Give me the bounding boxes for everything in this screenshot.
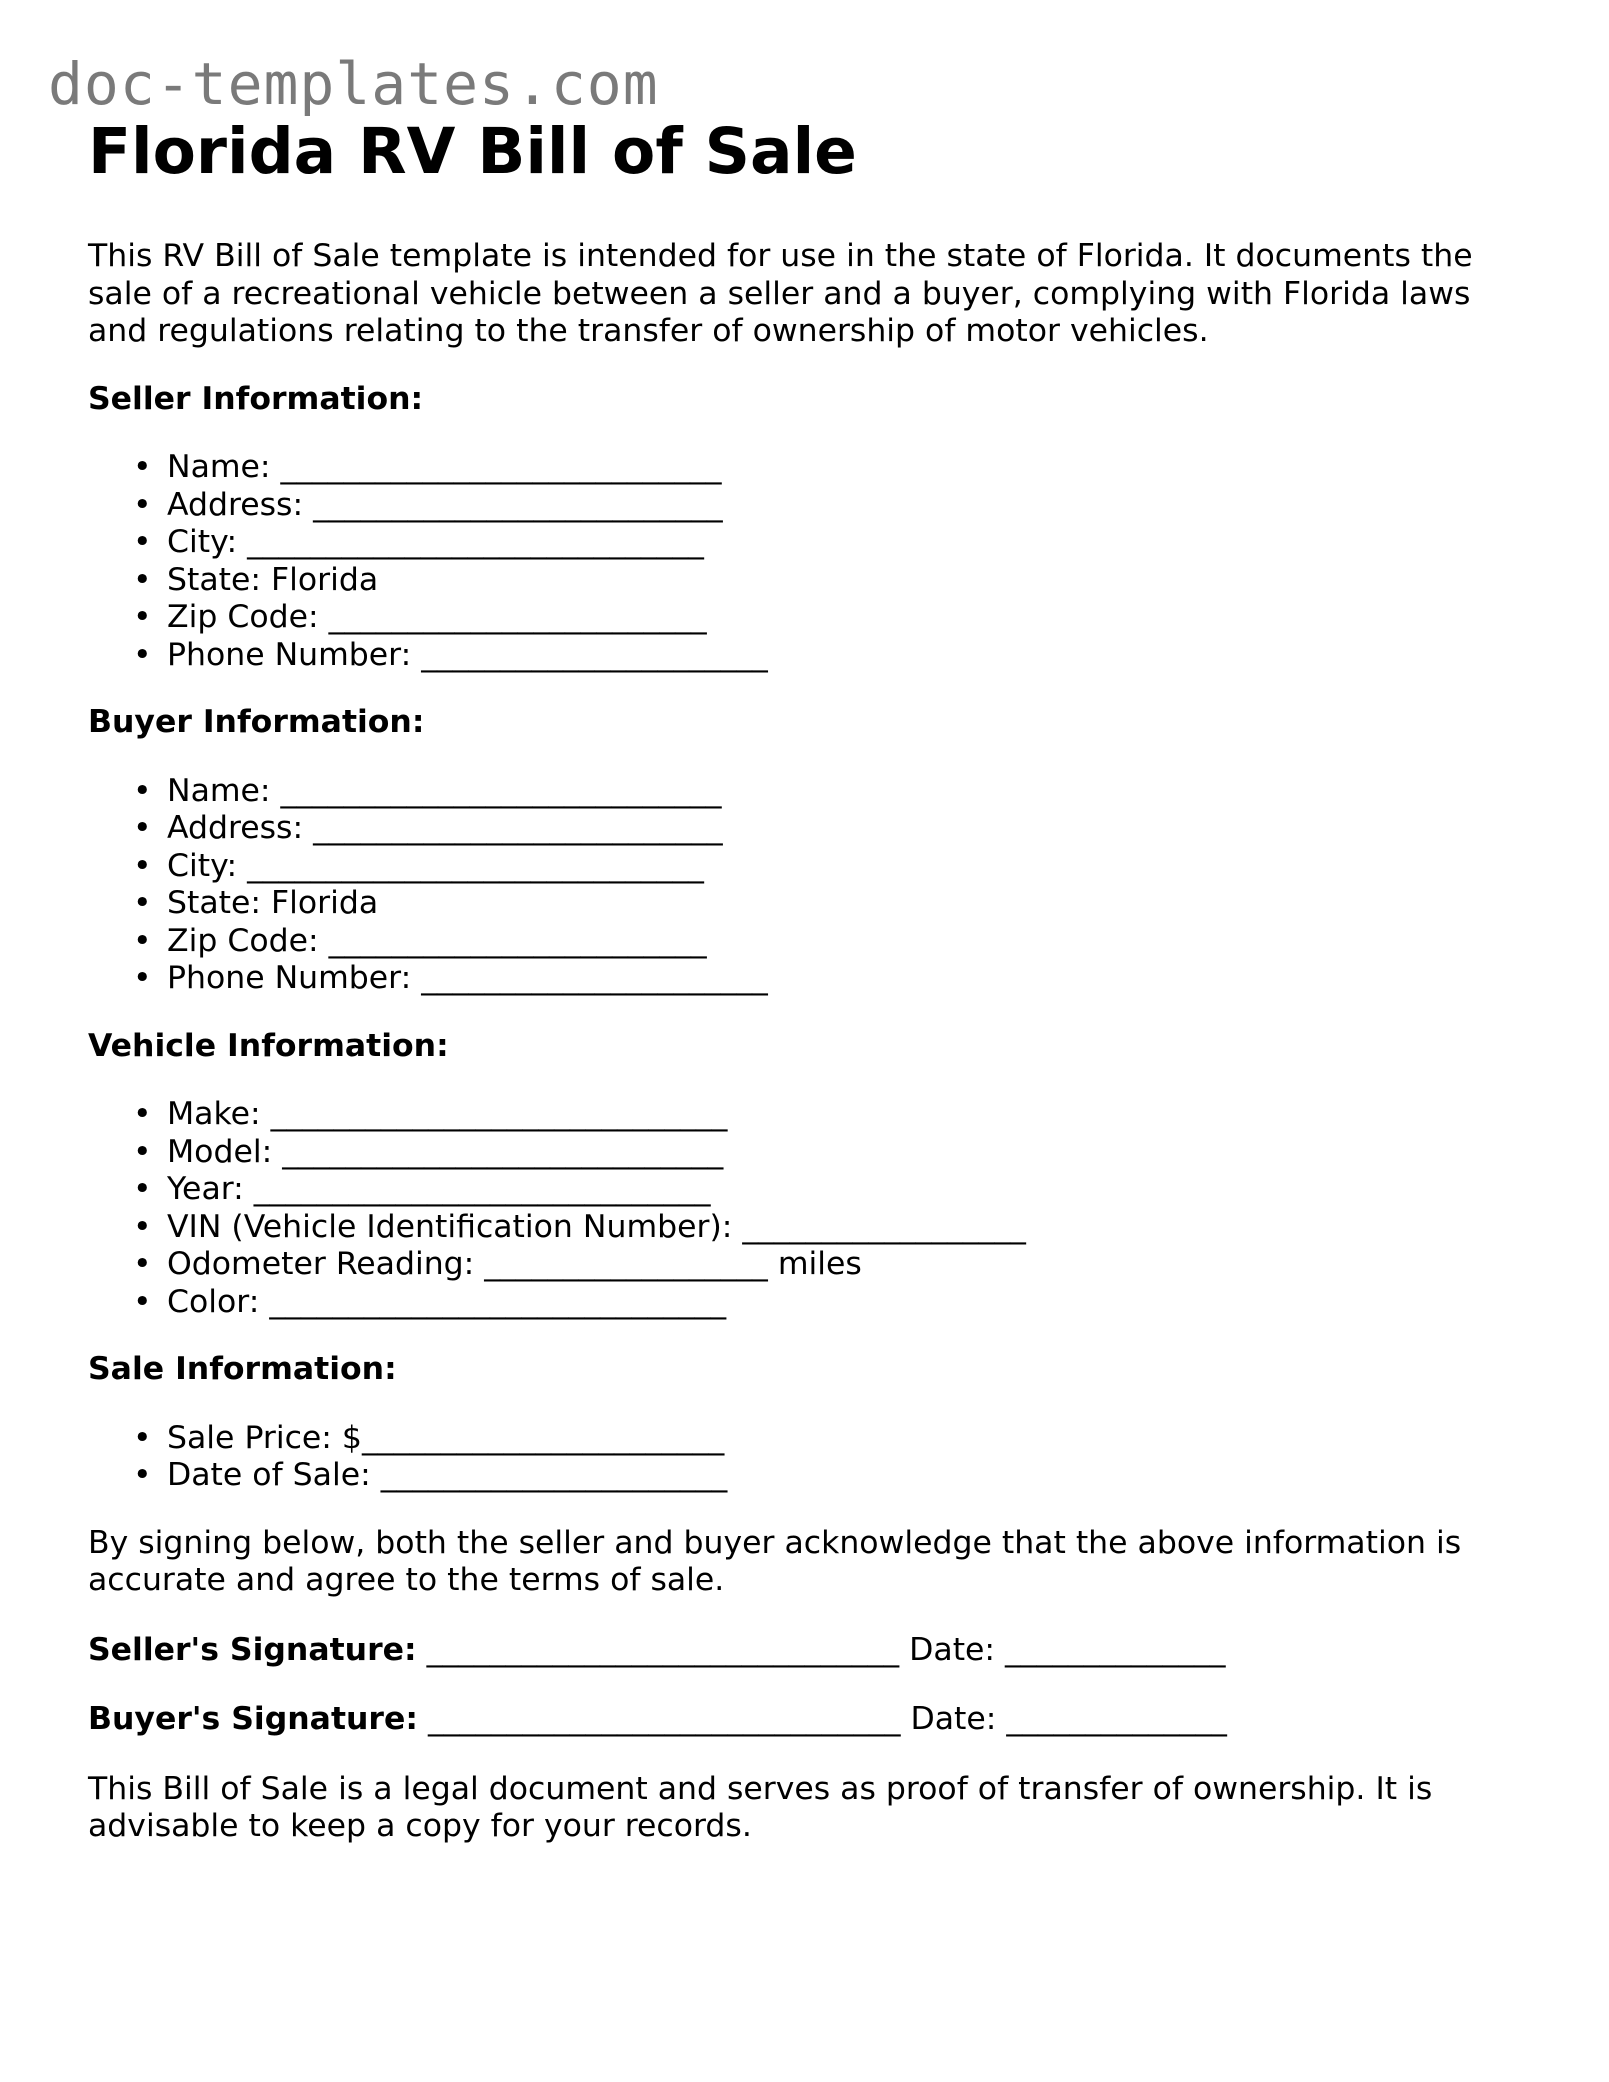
list-item <box>88 1246 1488 1284</box>
buyer-section-heading: Buyer Information: <box>88 704 425 740</box>
acknowledgement-paragraph: By signing below, both the seller and buyer acknowledge that the above information is accurate and agree to the terms of sale. <box>88 1524 1462 1598</box>
bullet-icon: • <box>133 636 152 673</box>
seller-state-field: State: Florida <box>167 561 379 598</box>
sale-date-field: Date of Sale: ______________________ <box>167 1457 728 1493</box>
seller-name-field: Name: ____________________________ <box>167 449 722 485</box>
list-item <box>88 1284 1488 1322</box>
buyer-zip-field: Zip Code: ________________________ <box>167 922 707 959</box>
buyer-signature-label: Buyer's Signature: <box>88 1701 418 1737</box>
watermark: doc-templates.com <box>48 50 659 118</box>
list-item <box>88 960 1488 998</box>
buyer-state-field: State: Florida <box>167 885 379 921</box>
vehicle-color-field: Color: _____________________________ <box>167 1283 727 1320</box>
seller-phone-field: Phone Number: ______________________ <box>167 636 768 673</box>
document-title: Florida RV Bill of Sale <box>88 115 857 188</box>
bullet-icon: • <box>133 1246 152 1282</box>
bullet-icon: • <box>133 524 152 560</box>
document-page <box>88 108 1488 1846</box>
bullet-icon: • <box>133 810 152 846</box>
bullet-icon: • <box>133 1457 152 1493</box>
seller-signature-label: Seller's Signature: <box>88 1631 417 1668</box>
bullet-icon: • <box>133 599 152 635</box>
buyer-city-field: City: _____________________________ <box>167 847 704 884</box>
bullet-icon: • <box>133 885 152 921</box>
list-item <box>88 1209 1488 1247</box>
sale-fields-list <box>88 1420 1488 1495</box>
bullet-icon: • <box>133 561 152 598</box>
bullet-icon: • <box>133 960 152 996</box>
list-item <box>88 524 1488 562</box>
vehicle-vin-field: VIN (Vehicle Identification Number): __________________ <box>167 1208 1026 1245</box>
list-item <box>88 1457 1488 1495</box>
buyer-name-field: Name: ____________________________ <box>167 772 722 809</box>
seller-signature-line: ______________________________ Date: ______________ <box>426 1631 1226 1668</box>
list-item <box>88 1420 1488 1458</box>
list-item <box>88 773 1488 811</box>
seller-city-field: City: _____________________________ <box>167 524 704 560</box>
buyer-fields-list <box>88 773 1488 998</box>
list-item <box>88 562 1488 600</box>
bullet-icon: • <box>133 486 152 523</box>
bullet-icon: • <box>133 1283 152 1320</box>
list-item <box>88 1096 1488 1134</box>
vehicle-year-field: Year: _____________________________ <box>167 1171 711 1207</box>
list-item <box>88 810 1488 848</box>
list-item <box>88 449 1488 487</box>
buyer-signature-row <box>88 1701 1488 1739</box>
vehicle-make-field: Make: _____________________________ <box>167 1096 728 1132</box>
list-item <box>88 599 1488 637</box>
list-item <box>88 1134 1488 1172</box>
sale-section-heading: Sale Information: <box>88 1351 397 1387</box>
buyer-address-field: Address: __________________________ <box>167 810 723 846</box>
list-item <box>88 487 1488 525</box>
bullet-icon: • <box>133 1133 152 1170</box>
bullet-icon: • <box>133 449 152 485</box>
list-item <box>88 923 1488 961</box>
vehicle-model-field: Model: ____________________________ <box>167 1133 724 1170</box>
seller-signature-row <box>88 1632 1488 1670</box>
seller-section-heading: Seller Information: <box>88 380 424 417</box>
list-item <box>88 1171 1488 1209</box>
bullet-icon: • <box>133 1096 152 1132</box>
seller-zip-field: Zip Code: ________________________ <box>167 599 707 635</box>
list-item <box>88 885 1488 923</box>
seller-address-field: Address: __________________________ <box>167 486 723 523</box>
vehicle-section-heading: Vehicle Information: <box>88 1027 449 1064</box>
bullet-icon: • <box>133 772 152 809</box>
list-item <box>88 848 1488 886</box>
bullet-icon: • <box>133 1419 152 1456</box>
bullet-icon: • <box>133 922 152 959</box>
sale-price-field: Sale Price: $_______________________ <box>167 1419 725 1456</box>
bullet-icon: • <box>133 1171 152 1207</box>
buyer-phone-field: Phone Number: ______________________ <box>167 960 768 996</box>
seller-fields-list <box>88 449 1488 674</box>
buyer-signature-line: ______________________________ Date: ______________ <box>427 1701 1227 1737</box>
list-item <box>88 637 1488 675</box>
vehicle-odometer-field: Odometer Reading: __________________ miles <box>167 1246 862 1282</box>
bullet-icon: • <box>133 847 152 884</box>
vehicle-fields-list <box>88 1096 1488 1321</box>
intro-paragraph: This RV Bill of Sale template is intended for use in the state of Florida. It documents the sale of a recreational vehicle between a seller and a buyer, complying with Florida laws and regulations relating to the transfer of ownership of motor vehicles. <box>88 238 1473 349</box>
bullet-icon: • <box>133 1208 152 1245</box>
closing-paragraph: This Bill of Sale is a legal document and serves as proof of transfer of ownership. It is advisable to keep a copy for your records. <box>88 1770 1433 1844</box>
